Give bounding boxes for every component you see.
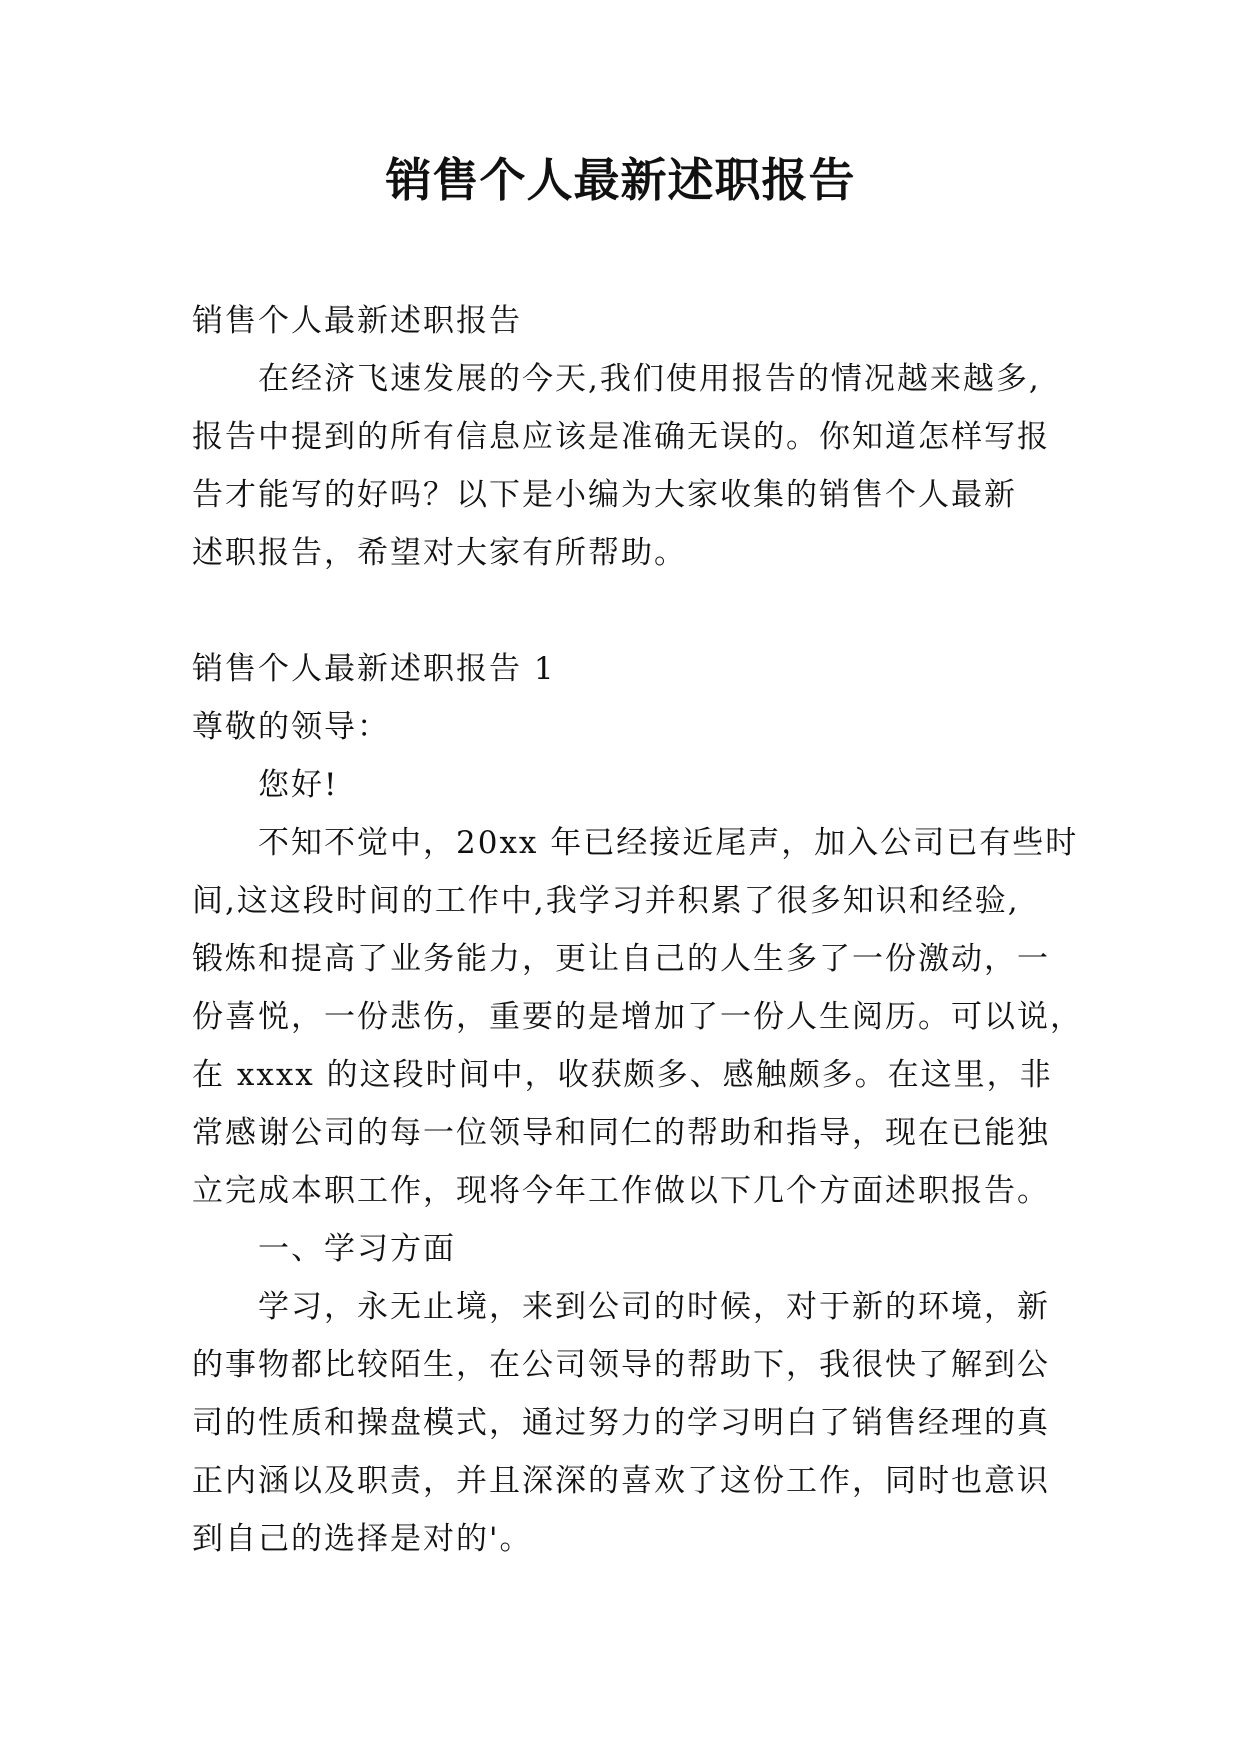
greeting: 您好! (258, 767, 339, 803)
paragraph-line: 学习，永无止境，来到公司的时候，对于新的环境，新 (258, 1289, 1050, 1325)
paragraph-line: 锻炼和提高了业务能力，更让自己的人生多了一份激动，一 (192, 941, 1050, 977)
paragraph-line: 正内涵以及职责，并且深深的喜欢了这份工作，同时也意识 (192, 1463, 1050, 1499)
section-heading: 销售个人最新述职报告 1 (192, 651, 556, 687)
paragraph-gap (192, 582, 1072, 640)
paragraph-line: 常感谢公司的每一位领导和同仁的帮助和指导，现在已能独 (192, 1115, 1050, 1151)
document-body (192, 292, 1083, 1568)
paragraph-line: 不知不觉中，20xx 年已经接近尾声，加入公司已有些时 (258, 825, 1079, 861)
paragraph-line: 告才能写的好吗？以下是小编为大家收集的销售个人最新 (192, 477, 1017, 513)
salutation: 尊敬的领导： (192, 709, 390, 745)
paragraph-line: 间,这这段时间的工作中,我学习并积累了很多知识和经验, (192, 883, 1020, 919)
paragraph-line: 份喜悦，一份悲伤，重要的是增加了一份人生阅历。可以说， (192, 999, 1083, 1035)
subsection-heading: 一、学习方面 (258, 1231, 456, 1267)
paragraph-line: 在经济飞速发展的今天,我们使用报告的情况越来越多, (258, 361, 1041, 397)
paragraph-line: 报告中提到的所有信息应该是准确无误的。你知道怎样写报 (192, 419, 1050, 455)
paragraph-line: 的事物都比较陌生，在公司领导的帮助下，我很快了解到公 (192, 1347, 1050, 1383)
paragraph-line: 立完成本职工作，现将今年工作做以下几个方面述职报告。 (192, 1173, 1050, 1209)
paragraph-line: 到自己的选择是对的'。 (192, 1521, 533, 1557)
paragraph-line: 在 xxxx 的这段时间中，收获颇多、感触颇多。在这里，非 (192, 1057, 1053, 1093)
document-title: 销售个人最新述职报告 (385, 153, 856, 207)
paragraph-line: 司的性质和操盘模式，通过努力的学习明白了销售经理的真 (192, 1405, 1050, 1441)
heading-line: 销售个人最新述职报告 (192, 303, 522, 339)
paragraph-line: 述职报告，希望对大家有所帮助。 (192, 535, 687, 571)
